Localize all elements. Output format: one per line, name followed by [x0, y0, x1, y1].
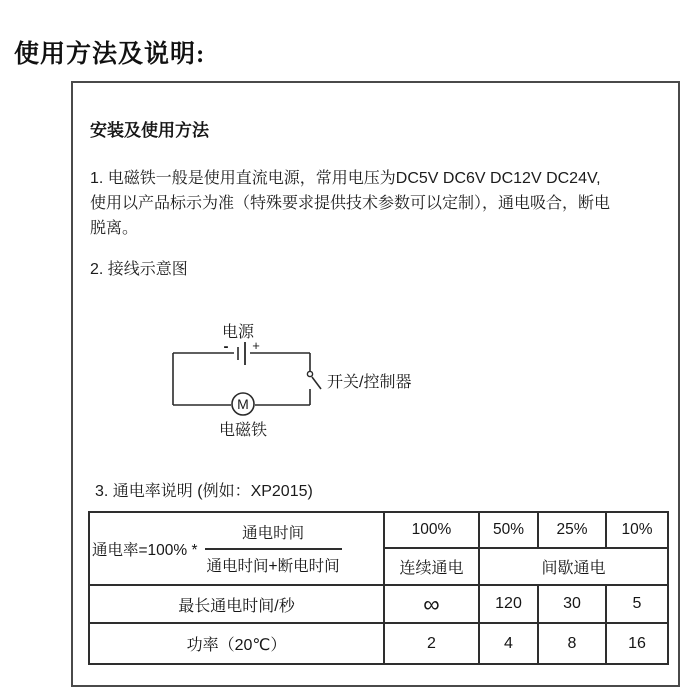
- duty-col-25: 25%: [538, 512, 606, 548]
- wiring-circuit-diagram: [160, 313, 460, 448]
- electromagnet-label: 电磁铁: [218, 422, 268, 439]
- max-on-time-25: 30: [538, 585, 606, 623]
- intermittent-cell: 间歇通电: [479, 548, 668, 585]
- motor-letter: M: [237, 396, 249, 412]
- duty-cycle-table: [88, 511, 669, 665]
- max-on-time-100: ∞: [384, 585, 479, 623]
- duty-cycle-label: 3. 通电率说明 (例如：XP2015): [95, 483, 313, 500]
- table-row-duty-percent: [89, 512, 668, 548]
- power-50: 4: [479, 623, 538, 664]
- wiring-diagram-label: 2. 接线示意图: [90, 261, 188, 278]
- table-row-max-on-time: [89, 585, 668, 623]
- continuous-cell: 连续通电: [384, 548, 479, 585]
- power-25: 8: [538, 623, 606, 664]
- power-label-cell: 功率（20℃）: [89, 623, 384, 664]
- duty-formula-fraction: [205, 518, 342, 579]
- battery-plus-sign: +: [252, 338, 260, 353]
- battery-minus-sign: -: [223, 338, 229, 355]
- duty-formula-prefix: 通电率=100% *: [92, 541, 198, 559]
- power-100: 2: [384, 623, 479, 664]
- usage-paragraph: 1. 电磁铁一般是使用直流电源，常用电压为DC5V DC6V DC12V DC24V, 使用以产品标示为准（特殊要求提供技术参数可以定制），通电吸合，断电脱离。: [90, 170, 611, 237]
- fraction-numerator: 通电时间: [205, 518, 342, 550]
- page-title: 使用方法及说明:: [14, 41, 206, 68]
- duty-col-100: 100%: [384, 512, 479, 548]
- fraction-denominator: 通电时间+断电时间: [206, 558, 340, 575]
- duty-formula-cell: [89, 512, 384, 585]
- max-on-time-50: 120: [479, 585, 538, 623]
- duty-col-10: 10%: [606, 512, 668, 548]
- table-row-power: [89, 623, 668, 664]
- switch-label: 开关/控制器: [327, 374, 412, 391]
- switch-contact-icon: [307, 371, 312, 376]
- max-on-time-10: 5: [606, 585, 668, 623]
- switch-blade: [312, 377, 321, 389]
- max-on-time-label: 最长通电时间/秒: [89, 585, 384, 623]
- panel-heading: 安装及使用方法: [90, 121, 209, 140]
- power-source-label: 电源: [221, 324, 255, 341]
- power-10: 16: [606, 623, 668, 664]
- duty-col-50: 50%: [479, 512, 538, 548]
